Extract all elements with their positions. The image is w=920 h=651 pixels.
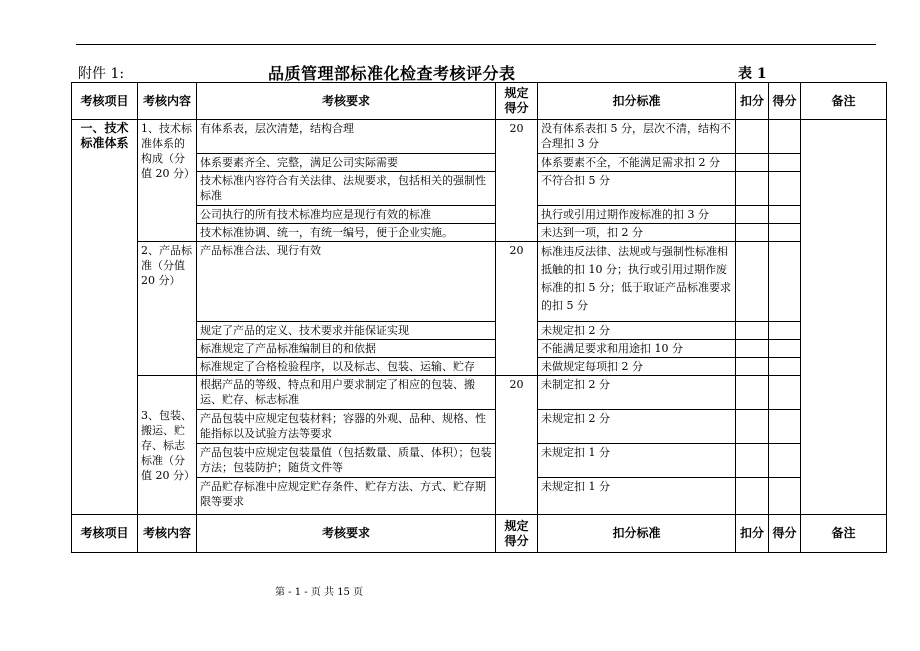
- col-header-requirement: 考核要求: [197, 83, 496, 120]
- deduct-standard-cell: 未达到一项，扣 2 分: [538, 224, 736, 242]
- col-header-item: 考核项目: [72, 515, 138, 553]
- col-header-remark: 备注: [801, 83, 887, 120]
- content-cell: 1、技术标准体系的构成（分值 20 分）: [138, 120, 197, 242]
- got-cell[interactable]: [769, 478, 801, 515]
- table-row: [72, 242, 887, 322]
- col-header-score: 规定得分: [496, 83, 538, 120]
- got-cell[interactable]: [769, 340, 801, 358]
- deduct-cell[interactable]: [736, 478, 769, 515]
- requirement-cell: 根据产品的等级、特点和用户要求制定了相应的包装、搬运、贮存、标志标准: [197, 376, 496, 410]
- deduct-standard-cell: 未制定扣 2 分: [538, 376, 736, 410]
- col-header-score: 规定得分: [496, 515, 538, 553]
- deduct-standard-cell: 没有体系表扣 5 分，层次不清，结构不合理扣 3 分: [538, 120, 736, 154]
- deduct-standard-cell: 未规定扣 2 分: [538, 322, 736, 340]
- col-header-deduct: 扣分: [736, 515, 769, 553]
- deduct-cell[interactable]: [736, 410, 769, 444]
- got-cell[interactable]: [769, 154, 801, 172]
- requirement-cell: 技术标准协调、统一，有统一编号，便于企业实施。: [197, 224, 496, 242]
- col-header-got: 得分: [769, 515, 801, 553]
- got-cell[interactable]: [769, 444, 801, 478]
- score-cell: 20: [496, 242, 538, 376]
- score-cell: 20: [496, 120, 538, 242]
- category-cell: 一、技术标准体系: [72, 120, 138, 515]
- deduct-standard-cell: 不能满足要求和用途扣 10 分: [538, 340, 736, 358]
- got-cell[interactable]: [769, 376, 801, 410]
- table-row: [72, 376, 887, 410]
- document-header: [76, 60, 886, 82]
- deduct-cell[interactable]: [736, 172, 769, 206]
- requirement-cell: 规定了产品的定义、技术要求并能保证实现: [197, 322, 496, 340]
- header-row: [72, 83, 887, 120]
- requirement-cell: 产品贮存标准中应规定贮存条件、贮存方法、方式、贮存期限等要求: [197, 478, 496, 515]
- document-title: 品质管理部标准化检查考核评分表: [268, 64, 516, 83]
- col-header-deduct-standard: 扣分标准: [538, 515, 736, 553]
- deduct-cell[interactable]: [736, 322, 769, 340]
- requirement-cell: 有体系表，层次清楚，结构合理: [197, 120, 496, 154]
- requirement-cell: 产品包装中应规定包装量值（包括数量、质量、体积）；包装方法；包装防护；随货文件等: [197, 444, 496, 478]
- col-header-item: 考核项目: [72, 83, 138, 120]
- deduct-cell[interactable]: [736, 120, 769, 154]
- requirement-cell: 公司执行的所有技术标准均应是现行有效的标准: [197, 206, 496, 224]
- requirement-cell: 产品包装中应规定包装材料；容器的外观、品种、规格、性能指标以及试验方法等要求: [197, 410, 496, 444]
- remark-cell[interactable]: [801, 120, 887, 515]
- got-cell[interactable]: [769, 172, 801, 206]
- footer-header-row: [72, 515, 887, 553]
- annex-label: 附件 1:: [78, 66, 125, 82]
- col-header-requirement: 考核要求: [197, 515, 496, 553]
- got-cell[interactable]: [769, 410, 801, 444]
- deduct-standard-cell: 执行或引用过期作废标准的扣 3 分: [538, 206, 736, 224]
- deduct-cell[interactable]: [736, 206, 769, 224]
- deduct-cell[interactable]: [736, 224, 769, 242]
- deduct-standard-cell: 未规定扣 1 分: [538, 478, 736, 515]
- got-cell[interactable]: [769, 120, 801, 154]
- col-header-deduct-standard: 扣分标准: [538, 83, 736, 120]
- table-row: [72, 120, 887, 154]
- header-rule: [76, 44, 876, 45]
- col-header-content: 考核内容: [138, 515, 197, 553]
- table-number: 表 1: [738, 66, 767, 82]
- got-cell[interactable]: [769, 224, 801, 242]
- page-footer: 第 - 1 - 页 共 15 页: [275, 587, 364, 598]
- deduct-standard-cell: 不符合扣 5 分: [538, 172, 736, 206]
- got-cell[interactable]: [769, 322, 801, 340]
- deduct-cell[interactable]: [736, 376, 769, 410]
- got-cell[interactable]: [769, 242, 801, 322]
- requirement-cell: 标准规定了产品标准编制目的和依据: [197, 340, 496, 358]
- deduct-cell[interactable]: [736, 154, 769, 172]
- content-cell: 3、包装、搬运、贮存、标志标准（分值 20 分）: [138, 376, 197, 515]
- deduct-standard-cell: 体系要素不全，不能满足需求扣 2 分: [538, 154, 736, 172]
- requirement-cell: 标准规定了合格检验程序，以及标志、包装、运输、贮存: [197, 358, 496, 376]
- deduct-cell[interactable]: [736, 242, 769, 322]
- deduct-standard-cell: 未规定扣 2 分: [538, 410, 736, 444]
- score-cell: 20: [496, 376, 538, 515]
- deduct-cell[interactable]: [736, 340, 769, 358]
- requirement-cell: 技术标准内容符合有关法律、法规要求，包括相关的强制性标准: [197, 172, 496, 206]
- content-cell: 2、产品标准（分值 20 分）: [138, 242, 197, 376]
- col-header-deduct: 扣分: [736, 83, 769, 120]
- deduct-standard-cell: 未规定扣 1 分: [538, 444, 736, 478]
- deduct-standard-cell: 未做规定每项扣 2 分: [538, 358, 736, 376]
- requirement-cell: 体系要素齐全、完整，满足公司实际需要: [197, 154, 496, 172]
- deduct-standard-cell: 标准违反法律、法规或与强制性标准相抵触的扣 10 分；执行或引用过期作废标准的扣 5 分；低于取证产品标准要求的扣 5 分: [538, 242, 736, 322]
- deduct-cell[interactable]: [736, 358, 769, 376]
- col-header-content: 考核内容: [138, 83, 197, 120]
- col-header-remark: 备注: [801, 515, 887, 553]
- scoring-table: [71, 82, 887, 553]
- deduct-cell[interactable]: [736, 444, 769, 478]
- col-header-got: 得分: [769, 83, 801, 120]
- got-cell[interactable]: [769, 206, 801, 224]
- got-cell[interactable]: [769, 358, 801, 376]
- requirement-cell: 产品标准合法、现行有效: [197, 242, 496, 322]
